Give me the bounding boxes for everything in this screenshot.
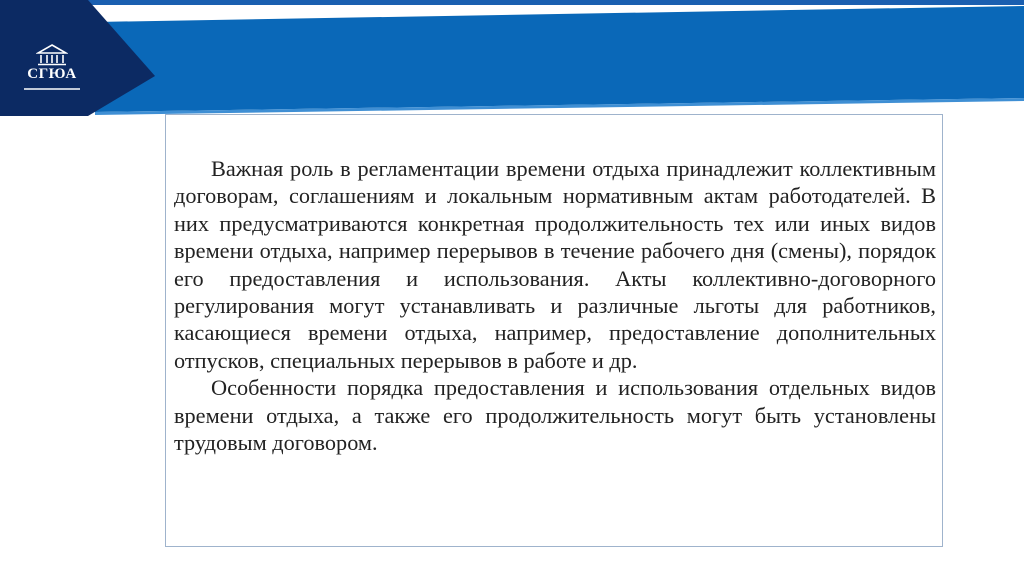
logo-underline: [24, 87, 80, 91]
logo: [0, 0, 160, 116]
header-blue-band: [95, 6, 1024, 112]
building-icon: [36, 44, 68, 66]
paragraph-2: Особенности порядка предоставления и использования отдельных видов времени отдыха, а также его продолжительность могут быть установлены трудовым договором.: [174, 375, 936, 456]
logo-text: СГЮА: [27, 66, 77, 82]
body-text: [174, 155, 936, 456]
paragraph-1: Важная роль в регламентации времени отдыха принадлежит коллективным договорам, соглашениям и локальным нормативным актам работодателей. В них предусматриваются конкретная продолжительность тех или иных видов времени отдыха, например перерывов в течение рабочего дня (смены), порядок его предоставления и использования. Акты коллективно-договорного регулирования могут устанавливать и различные льготы для работников, касающиеся времени отдыха, например, предоставление дополнительных отпусков, специальных перерывов в работе и др.: [174, 156, 936, 373]
